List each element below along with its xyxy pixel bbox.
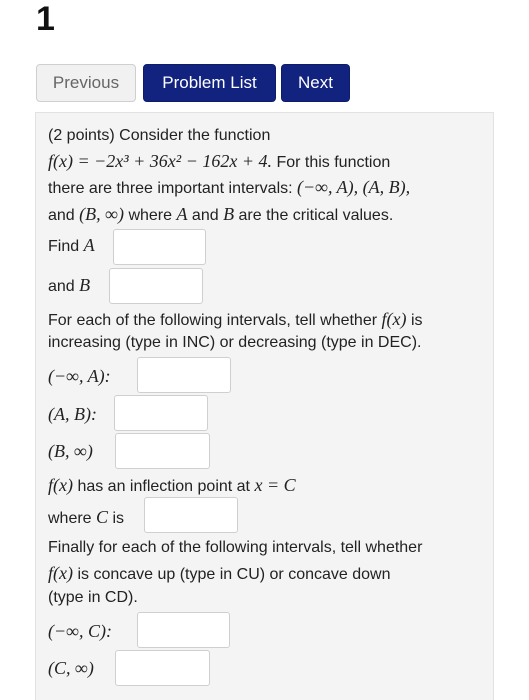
instructions-1-text: For each of the following intervals, tell whether bbox=[48, 312, 378, 329]
concavity-instructions-3: (type in CD). bbox=[48, 589, 138, 606]
find-a-var: A bbox=[83, 235, 95, 255]
concavity-instructions-2 bbox=[48, 563, 390, 584]
concavity-instructions-1: Finally for each of the following intervals, tell whether bbox=[48, 539, 423, 556]
fx-symbol: f(x) bbox=[381, 309, 407, 329]
where-c-label bbox=[48, 507, 124, 528]
answer-c-input[interactable] bbox=[144, 497, 238, 533]
var-a: A bbox=[176, 204, 188, 224]
interval-neg-inf-c-label: (−∞, C): bbox=[48, 621, 112, 641]
inflection-text: has an inflection point at bbox=[77, 478, 250, 495]
inflection-line bbox=[48, 475, 296, 496]
concavity-c-inf-input[interactable] bbox=[115, 650, 210, 686]
concavity-neg-inf-c-input[interactable] bbox=[137, 612, 230, 648]
intervals-list: (−∞, A), (A, B), bbox=[297, 177, 411, 197]
var-c: C bbox=[96, 507, 109, 527]
monotonic-instructions-1 bbox=[48, 309, 423, 330]
and-b-var: B bbox=[79, 275, 91, 295]
for-this-function-text: For this function bbox=[276, 154, 391, 171]
inflection-eq: x = C bbox=[254, 475, 296, 495]
intervals-line bbox=[48, 177, 410, 198]
critical-values-line bbox=[48, 204, 393, 225]
inc-dec-b-inf-input[interactable] bbox=[115, 433, 210, 469]
function-definition: f(x) = −2x³ + 36x² − 162x + 4. bbox=[48, 151, 272, 171]
fx-symbol-2: f(x) bbox=[48, 475, 73, 495]
problem-number: 1 bbox=[36, 0, 55, 38]
intervals-intro-text: there are three important intervals: bbox=[48, 180, 293, 197]
where-c-word: where bbox=[48, 510, 92, 527]
and-b-word: and bbox=[48, 278, 75, 295]
and-word: and bbox=[48, 207, 75, 224]
critical-values-text: are the critical values. bbox=[238, 207, 394, 224]
inc-dec-a-b-input[interactable] bbox=[114, 395, 208, 431]
problem-panel bbox=[35, 112, 494, 700]
inc-dec-neg-inf-a-input[interactable] bbox=[137, 357, 231, 393]
var-b: B bbox=[223, 204, 235, 224]
interval-third: (B, ∞) bbox=[79, 204, 124, 224]
interval-c-inf-label: (C, ∞) bbox=[48, 658, 94, 678]
where-word: where bbox=[128, 207, 173, 224]
interval-a-b-label: (A, B): bbox=[48, 404, 97, 424]
fx-symbol-3: f(x) bbox=[48, 563, 73, 583]
problem-list-button[interactable]: Problem List bbox=[143, 64, 276, 102]
is-c-word: is bbox=[112, 510, 125, 527]
monotonic-instructions-2: increasing (type in INC) or decreasing (type in DEC). bbox=[48, 334, 422, 351]
previous-button[interactable]: Previous bbox=[36, 64, 136, 102]
answer-b-input[interactable] bbox=[109, 268, 203, 304]
answer-a-input[interactable] bbox=[113, 229, 206, 265]
next-button[interactable]: Next bbox=[281, 64, 350, 102]
is-word: is bbox=[410, 312, 423, 329]
and-b-label bbox=[48, 275, 90, 296]
find-a-label bbox=[48, 235, 95, 256]
and-word-2: and bbox=[191, 207, 219, 224]
find-word: Find bbox=[48, 238, 80, 255]
concavity-2-text: is concave up (type in CU) or concave down bbox=[77, 566, 391, 583]
interval-b-inf-label: (B, ∞) bbox=[48, 441, 93, 461]
problem-intro: (2 points) Consider the function bbox=[48, 127, 271, 144]
function-line bbox=[48, 151, 390, 172]
interval-neg-inf-a-label: (−∞, A): bbox=[48, 366, 111, 386]
